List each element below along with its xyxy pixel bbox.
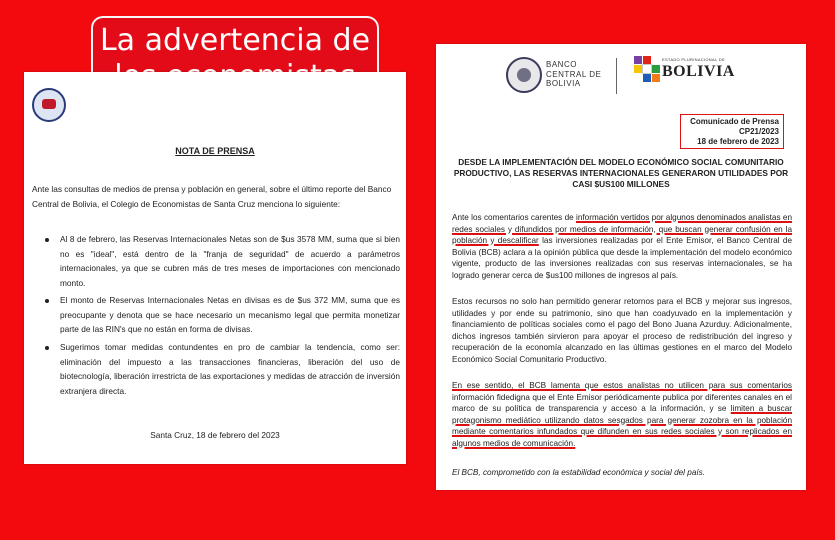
press-release-box bbox=[680, 114, 784, 149]
press-note-title: NOTA DE PRENSA bbox=[175, 146, 255, 156]
bullet-dot-icon bbox=[45, 238, 49, 242]
state-subtitle: ESTADO PLURINACIONAL DE bbox=[662, 57, 725, 62]
bullet-dot-icon bbox=[45, 299, 49, 303]
logo-divider bbox=[616, 58, 617, 94]
press-release-title: DESDE LA IMPLEMENTACIÓN DEL MODELO ECONÓMICO SOCIAL COMUNITARIO PRODUCTIVO, LAS RESERVAS INTERNACIONALES GENERARON UTILIDADES POR CASI $US100 MILLONES bbox=[453, 157, 789, 189]
bullet-dot-icon bbox=[45, 346, 49, 350]
press-note-bullet: El monto de Reservas Internacionales Netas en divisas es de $us 372 MM, suma que es preocupante y denota que se hace necesario un mecanismo legal que permita monetizar parte de las RIN's que no están en forma de divisas. bbox=[60, 295, 400, 334]
press-release-paragraph bbox=[452, 212, 792, 281]
press-release-date: 18 de febrero de 2023 bbox=[697, 137, 779, 146]
bolivia-wiphala-icon bbox=[634, 56, 660, 82]
bcb-emblem-icon bbox=[506, 57, 542, 93]
bcb-name-line: BOLIVIA bbox=[546, 79, 581, 88]
paragraph-text: información fidedigna que el Ente Emisor periódicamente publica por diferentes canales en el marco de su política de transparencia y acceso a la información, y se bbox=[452, 392, 792, 413]
press-release-paragraph: Estos recursos no solo han permitido generar retornos para el BCB y mejorar sus ingresos, utilidades y por ende su patrimonio, sino que han coadyuvado en la implementación y financiamiento de políticas sociales como el pago del Bono Juana Azurduy. Adicionalmente, dichos ingresos también sirvieron para apoyar el proceso de redistribución del ingreso y recuperación de la economía alcanzado en las últimas gestiones en el marco del Modelo Económico Social Comunitario Productivo. bbox=[452, 297, 792, 364]
press-note-intro: Ante las consultas de medios de prensa y población en general, sobre el último reporte del Banco Central de Bolivia, el Colegio de Economistas de Santa Cruz menciona lo siguiente: bbox=[32, 184, 392, 209]
press-release-code: CP21/2023 bbox=[738, 127, 779, 136]
underlined-text: información vertidos por algunos denominados analistas en redes sociales y difundidos por medios de información, que buscan generar confusión en la población y descalificar bbox=[452, 213, 793, 245]
headline-line-1: La advertencia de bbox=[99, 23, 371, 58]
press-release-label: Comunicado de Prensa bbox=[690, 117, 779, 126]
press-release-signature: El BCB, comprometido con la estabilidad económica y social del país. bbox=[452, 468, 706, 477]
underlined-text: En ese sentido, el BCB lamenta que estos analistas no utilicen para sus comentarios bbox=[452, 381, 792, 390]
bcb-name bbox=[546, 60, 601, 89]
economists-press-note bbox=[24, 72, 406, 464]
press-note-bullet: Al 8 de febrero, las Reservas Internacionales Netas son de $us 3578 MM, suma que si bien no es "ideal", está dentro de la "franja de seguridad" de acuerdo a parámetros internacionales, ya que se cubren más de tres meses de importaciones con mencionado monto. bbox=[60, 234, 400, 288]
paragraph-text: las inversiones realizadas por el Ente Emisor, el Banco Central de Bolivia (BCB) aclara a la opinión pública que desde la implementación del modelo económico vigente, producto de las inversiones realizadas con sus reservas internacionales, se ha logrado generar cerca de $us100 millones de ingresos al país. bbox=[452, 236, 793, 280]
bcb-name-line: BANCO bbox=[546, 60, 577, 69]
press-note-date: Santa Cruz, 18 de febrero del 2023 bbox=[150, 430, 280, 440]
press-note-bullet: Sugerimos tomar medidas contundentes en pro de cambiar la tendencia, como ser: eliminación del impuesto a las transacciones financieras, liberación del uso de biotecnología, liberación irrestricta de las exportaciones y medidas de atracción de inversión extranjera directa. bbox=[60, 342, 400, 396]
paragraph-text: Ante los comentarios carentes de bbox=[452, 213, 577, 222]
college-seal-icon bbox=[32, 88, 66, 122]
press-release-paragraph bbox=[452, 380, 792, 449]
underlined-text: limiten a buscar protagonismo mediático utilizando datos sesgados para generar zozobra en la población mediante comentarios infundados que difunden en sus redes sociales y son replicados en algunos medios de comunicación. bbox=[452, 404, 793, 448]
bcb-name-line: CENTRAL DE bbox=[546, 69, 602, 79]
bcb-press-release bbox=[436, 44, 806, 490]
state-name: BOLIVIA bbox=[662, 63, 735, 80]
